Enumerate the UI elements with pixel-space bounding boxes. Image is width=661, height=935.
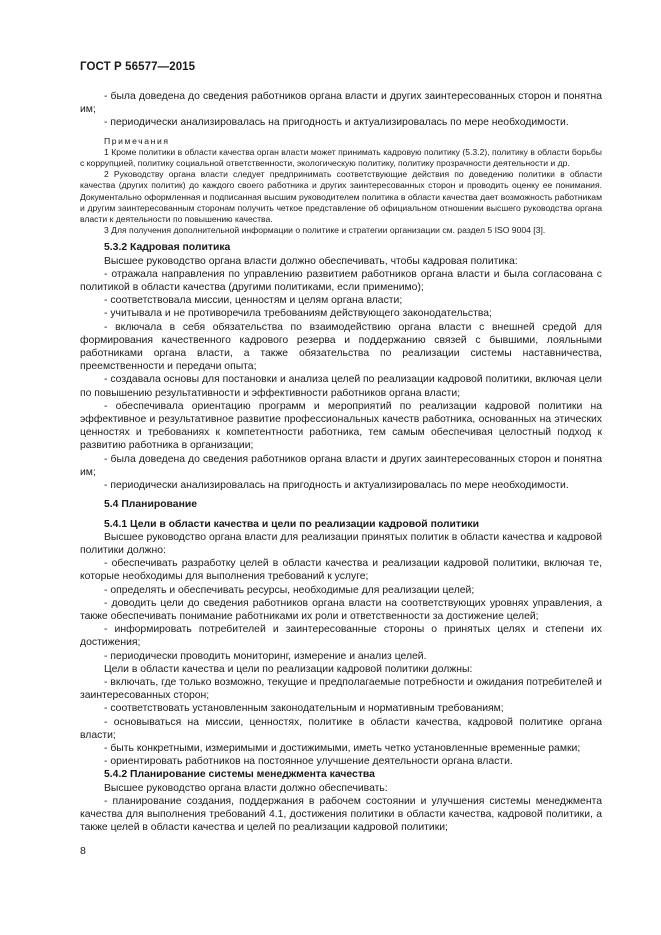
list-item: - планирование создания, поддержания в рабочем состоянии и улучшения системы менеджмента качества для выполнения требований 4.1, достижения политики в области качества, кадровой политики, а также целей в области качества и целей по реализации кадровой политики; xyxy=(80,795,602,834)
list-item: - учитывала и не противоречила требованиям действующего законодательства; xyxy=(104,308,492,320)
page-number: 8 xyxy=(80,845,86,857)
note-item: 2 Руководству органа власти следует предпринимать соответствующие действия по доведению политики в области качества (других политик) до каждого своего работника и других заинтересованных сторон и проводить оценку ее понимания. Документально оформленная и подписанная высшим руководителем политика в области качества дает возможность работникам и другим заинтересованным сторонам получить четкое представление об официальном отношении высшего руководства органа власти к деятельности по повышению качества. xyxy=(80,169,602,225)
list-item: - обеспечивать разработку целей в области качества и реализации кадровой политики, включая те, которые необходимы для выполнения требований к услуге; xyxy=(80,558,602,583)
page-content xyxy=(80,90,602,834)
paragraph: Высшее руководство органа власти должно обеспечивать, чтобы кадровая политика: xyxy=(104,255,518,267)
paragraph: Высшее руководство органа власти должно обеспечивать: xyxy=(104,782,388,794)
list-item: - включать, где только возможно, текущие и предполагаемые потребности и ожидания потребителей и заинтересованных сторон; xyxy=(80,676,602,702)
list-item: - ориентировать работников на постоянное улучшение деятельности органа власти. xyxy=(104,756,513,768)
list-item: - периодически анализировалась на пригодность и актуализировалась по мере необходимости. xyxy=(104,480,569,492)
list-item: - была доведена до сведения работников органа власти и других заинтересованных сторон и понятна им; xyxy=(80,91,602,116)
paragraph: Цели в области качества и цели по реализации кадровой политики должны: xyxy=(104,663,473,675)
list-item: - соответствовать установленным законодательным и нормативным требованиям; xyxy=(104,703,504,715)
list-item: - была доведена до сведения работников органа власти и других заинтересованных сторон и понятна им; xyxy=(80,453,602,478)
list-item: - обеспечивала ориентацию программ и мероприятий по реализации кадровой политики на эффективное и результативное развитие профессиональных качеств работника, основанных на этических ценностях и требованиях к компетентности работника, тем самым обеспечивая целостный подход к развитию работника в организации; xyxy=(80,400,602,452)
list-item: - включала в себя обязательства по взаимодействию органа власти с внешней средой для формирования качественного кадрового резерва и поддержанию связей с бывшими, лояльными работниками органа власти, а также обязательства по реализации системы наставничества, преемственности и передачи опыта; xyxy=(80,321,602,373)
list-item: - определять и обеспечивать ресурсы, необходимые для реализации целей; xyxy=(104,584,475,596)
section-heading-5-4-1: 5.4.1 Цели в области качества и цели по реализации кадровой политики xyxy=(104,518,479,530)
list-item: - основываться на миссии, ценностях, политике в области качества, кадровой политике органа власти; xyxy=(80,716,602,741)
list-item: - периодически проводить мониторинг, измерение и анализ целей. xyxy=(104,650,427,662)
document-header: ГОСТ Р 56577—2015 xyxy=(80,61,196,73)
list-item: - информировать потребителей и заинтересованные стороны о принятых целях и степени их достижения; xyxy=(80,624,602,649)
list-item: - соответствовала миссии, ценностям и целям органа власти; xyxy=(104,295,403,307)
list-item: - периодически анализировалась на пригодность и актуализировалась по мере необходимости. xyxy=(104,117,569,129)
note-item: 3 Для получения дополнительной информации о политике и стратегии организации см. раздел 5 ISO 9004 [3]. xyxy=(104,225,546,236)
list-item: - быть конкретными, измеримыми и достижимыми, иметь четко установленные временные рамки; xyxy=(104,742,581,754)
note-item: 1 Кроме политики в области качества орган власти может принимать кадровую политику (5.3.2), политику в области борьбы с коррупцией, политику социальной ответственности, экологическую политику, политику прозрачности деятельности и др. xyxy=(80,146,602,169)
section-heading-5-3-2: 5.3.2 Кадровая политика xyxy=(104,242,231,254)
paragraph: Высшее руководство органа власти для реализации принятых политик в области качества и кадровой политики должно: xyxy=(80,531,602,556)
section-heading-5-4-2: 5.4.2 Планирование системы менеджмента качества xyxy=(104,769,375,781)
notes-heading: Примечания xyxy=(104,135,170,146)
list-item: - доводить цели до сведения работников органа власти на соответствующих уровнях управления, а также обеспечивать понимание работниками их роли и ответственности за достижение целей; xyxy=(80,597,602,622)
list-item: - создавала основы для постановки и анализа целей по реализации кадровой политики, включая цели по повышению результативности и эффективности работников органа власти; xyxy=(80,374,602,399)
list-item: - отражала направления по управлению развитием работников органа власти и была согласована с политикой в области качества (другими политиками, если применимо); xyxy=(80,268,602,294)
section-heading-5-4: 5.4 Планирование xyxy=(104,499,198,511)
